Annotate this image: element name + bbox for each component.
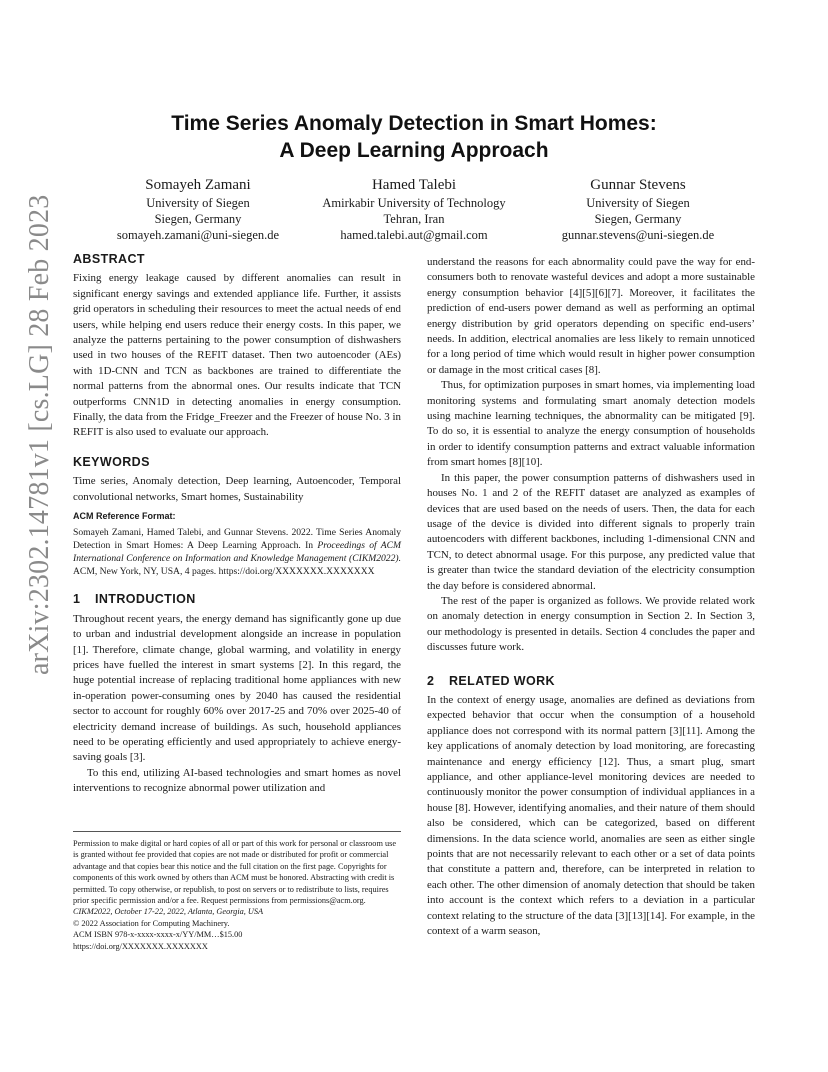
title-line-1: Time Series Anomaly Detection in Smart Homes: — [171, 112, 657, 135]
author-affiliation: University of Siegen — [586, 196, 690, 210]
abstract-text: Fixing energy leakage caused by different anomalies can result in significant energy savings and extended appliance life. Further, it assists grid operators in scheduling their resources to meet the actual needs of end users, while helping end users reduce their energy costs. In this paper, we analyze the patterns pertaining to the power consumption of dishwashers used in two houses of the REFIT dataset. Then two autoencoder (AEs) with 1D-CNN and TCN as backbones are trained to differentiate the normal patterns from the abnormal ones. Our results indicate that TCN outperforms CNN1D in detecting anomalies in energy consumption. Finally, the data from the Fridge_Freezer and the Freezer of house No. 3 in REFIT is also used to evaluate our approach. — [73, 272, 401, 439]
intro-paragraph-4: Thus, for optimization purposes in smart homes, via implementing load monitoring systems and formulating smart anomaly detection models using machine learning techniques, the abnormality can be mitigated [9]. To do so, it is essential to analyze the energy consumption of households in order to identify consumption patterns and extract valuable information from smart homes [8][10]. — [427, 379, 755, 469]
author-name: Gunnar Stevens — [590, 177, 686, 193]
title-line-2: A Deep Learning Approach — [279, 139, 549, 162]
acm-reference-heading: ACM Reference Format: — [73, 511, 176, 522]
right-column — [427, 255, 755, 939]
copyright-line: © 2022 Association for Computing Machinery. — [73, 918, 230, 928]
author-name: Hamed Talebi — [371, 177, 457, 193]
keywords-text: Time series, Anomaly detection, Deep learning, Autoencoder, Temporal convolutional networks, Smart homes, Sustainability — [73, 475, 401, 503]
author-email: hamed.talebi.aut@gmail.com — [340, 228, 488, 242]
intro-heading: 1 INTRODUCTION — [73, 592, 196, 607]
related-work-paragraph-1: In the context of energy usage, anomalies are defined as deviations from expected behavior that occur when the consumption of a household appliance does not correspond with its normal pattern [3][11]. Among the key applications of anomaly detection by load monitoring, are forecasting maintenance and energy efficiency [12]. Thus, a smart plug, smart appliance, and other appliance-level monitoring devices are needed to continuously monitor the power consumption of individual appliances in a house [8]. However, identifying anomalies, and their nature of them should also be considered, which can be categorized, based on different dimensions. In the data science world, anomalies are seen as either single points that are not necessarily relevant to each other or a set of data points that constitute a pattern and, therefore, can be interpreted in relation to each other. The other dimension of anomaly detection that should be taken into account is the context which refers to a deviation in a particular context relating to the structure of the data [3][13][14]. For example, in the context of a warm season, — [427, 693, 755, 938]
intro-paragraph-2: To this end, utilizing AI-based technologies and smart homes as novel interventions to recognize abnormal power utilization and — [73, 766, 401, 795]
author-location: Siegen, Germany — [154, 212, 242, 226]
author-affiliation: Amirkabir University of Technology — [322, 196, 506, 210]
intro-paragraph-1: Throughout recent years, the energy demand has significantly gone up due to urban and industrial development alongside an increase in population [1]. Therefore, climate change, global warming, and volatility in energy prices have fuelled the interest in smart systems [2]. In this regard, the huge potential increase of replacing traditional home appliances with new in-operation power-consuming ones by 2040 has caused the residential sector to account for roughly 60% over 2017-25 and 70% over 2025-40 of electricity demand increase of buildings. As such, household appliances need to be operating efficiently and used appropriately to achieve energy-saving goals [3]. — [73, 612, 401, 764]
permission-text: Permission to make digital or hard copies of all or part of this work for personal or classroom use is granted without fee provided that copies are not made or distributed for profit or commercial advantage and that copies bear this notice and the full citation on the first page. Copyrights for components of this work owned by others than ACM must be honored. Abstracting with credit is permitted. To copy otherwise, or republish, to post on servers or to redistribute to lists, requires prior specific permission and/or a fee. Request permissions from permissions@acm.org. — [73, 839, 397, 906]
permission-footnote — [73, 831, 401, 952]
author-affiliation: University of Siegen — [146, 196, 250, 210]
conference-line: CIKM2022, October 17-22, 2022, Atlanta, Georgia, USA — [73, 907, 264, 917]
author-3 — [531, 176, 745, 243]
intro-paragraph-5: In this paper, the power consumption patterns of dishwashers used in houses No. 1 and 2 of the REFIT dataset are analyzed as examples of devices that are used based on the needs of users. Then, the data for each usage of the device is divided into different signals to properly train autoencoders with different backbones, including 1-dimensional CNN and TCN, to detect abnormal usage. For this purpose, any predicted value that is greater than twice the standard deviation of the electricity consumption the day before is considered abnormal. — [427, 471, 755, 592]
related-work-heading: 2 RELATED WORK — [427, 673, 555, 688]
intro-paragraph-6: The rest of the paper is organized as follows. We provide related work on anomaly detection in energy consumption in Section 2. In Section 3, our methodology is presented in details. Section 4 concludes the paper and discusses future work. — [427, 594, 755, 654]
abstract-heading: ABSTRACT — [73, 252, 145, 266]
author-location: Siegen, Germany — [594, 212, 682, 226]
author-name: Somayeh Zamani — [145, 177, 251, 193]
keywords-heading: KEYWORDS — [73, 454, 150, 469]
author-1 — [93, 176, 303, 243]
isbn-line: ACM ISBN 978-x-xxxx-xxxx-x/YY/MM…$15.00 — [73, 930, 243, 940]
author-2 — [307, 176, 521, 243]
paper-title — [60, 110, 768, 164]
doi-line: https://doi.org/XXXXXXX.XXXXXXX — [73, 941, 208, 951]
acm-reference-text: Somayeh Zamani, Hamed Talebi, and Gunnar Stevens. 2022. Time Series Anomaly Detection in Smart Homes: A Deep Learning Approach. In Proceedings of ACM International Conference on Information and Knowledge Management (CIKM2022). ACM, New York, NY, USA, 4 pages. https://doi.org/XXXXXXX.XXXXXXX — [73, 526, 401, 578]
author-email: somayeh.zamani@uni-siegen.de — [116, 228, 280, 242]
intro-paragraph-3: understand the reasons for each abnormality could pave the way for end-consumers both to renovate wasteful devices and adopt a more sustainable energy consumption behavior [4][5][6][7]. Moreover, it facilitates the prediction of end-users power demand as well as performing an optimal energy distribution by grid operators depending on specific end-users’ needs. In addition, electrical anomalies are less likely to remain unnoticed for a long period of time which would result in higher power consumption or damage in the most critical cases [8]. — [427, 256, 755, 376]
author-email: gunnar.stevens@uni-siegen.de — [561, 228, 715, 242]
left-column — [73, 252, 401, 797]
author-location: Tehran, Iran — [383, 212, 445, 226]
arxiv-stamp: arXiv:2302.14781v1 [cs.LG] 28 Feb 2023 — [24, 194, 55, 675]
